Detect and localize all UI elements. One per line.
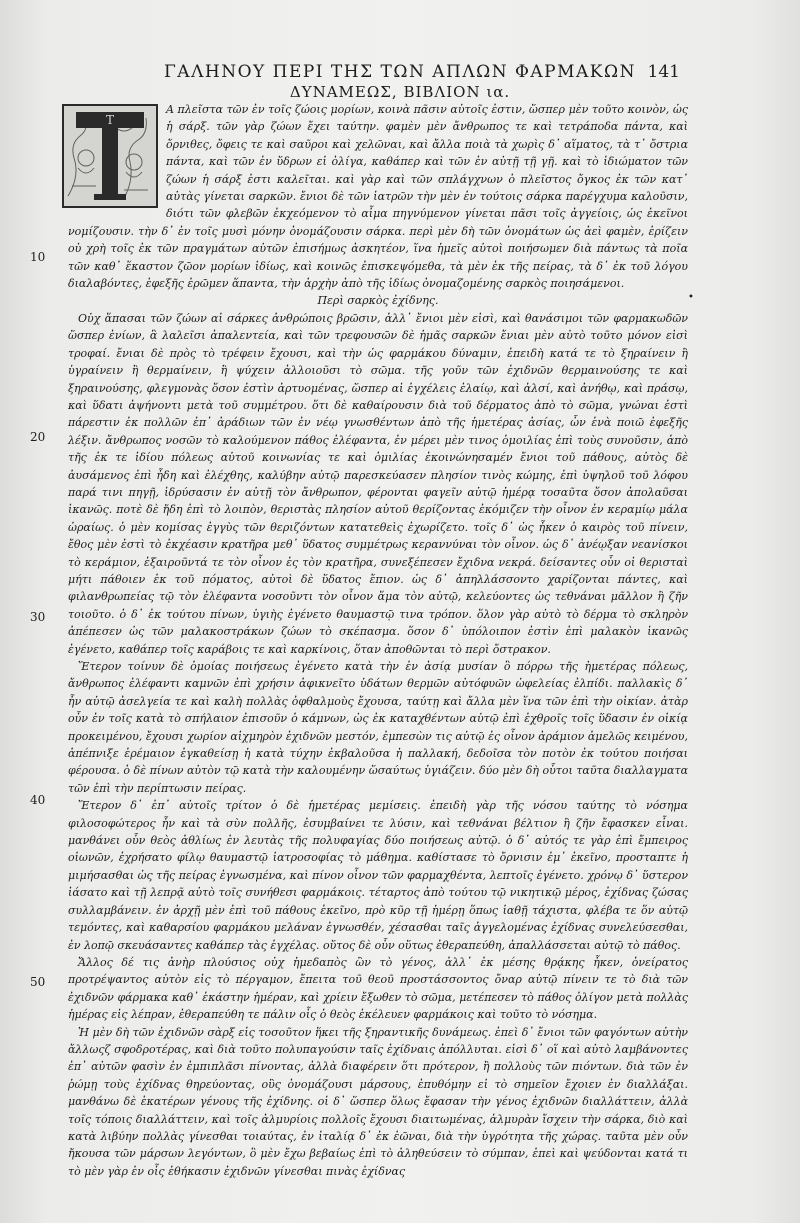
line-number-30: 30 xyxy=(30,610,46,624)
running-head-title: ΓΑΛΗΝΟΥ ΠΕΡΙ ΤΗΣ ΤΩΝ ΑΠΛΩΝ ΦΑΡΜΑΚΩΝ xyxy=(164,62,636,82)
line-number-20: 20 xyxy=(30,430,46,444)
paragraph: Ἡ μὲν δὴ τῶν ἐχιδνῶν σὰρξ εἰς τοσοῦτον ἥκει τῆς ξηραντικῆς δυνάμεως. ἐπεὶ δ᾽ ἔνιοι τῶν φαγόντων αὐτὴν ἄλλωςζ σφοδροτέρας, καὶ διὰ τοῦτο πολυπαγούσιν ταῖς ἐχίδναις ἀπόλλυται. εἰσὶ δ᾽ οἵ καὶ αὐτὸ λαμβάνοντες ἐπ᾽ αὐτῶν φασὶν ἐν ἐμπιπλᾶσι πίνοντας, ἀλλὰ διαφέρειν ὅτι πρότερον, ἢ πολλοὺς τῶν πιόντων. διὰ τῶν ἐν ῥώμῃ τοὺς ἐχίδνας θηρεύοντας, οὓς ὀνομάζουσι μάρσους, ἐπυθόμην εἰ τὸ σημεῖον ἔχοιεν ἐν διαλλάξαι. μανθάνω δὲ ἑκατέρων γένους τῆς ἐχίδνης. οἱ δ᾽ ὥσπερ ὅλως ἔφασαν τὴν γένος ἐχιδνῶν διαλλάττειν, ἀλλὰ τοῖς τόποις διαλλάττειν, καὶ τοῖς ἀλμυρίοις πολλοῖς ἔχουσι διαιτωμένας, ἁλμυρὰν ἴσχειν τὴν σάρκα, διὸ καὶ κατὰ λιβύην πολλὰς γίνεσθαι τοιαύτας, ἐν ἰταλίᾳ δ᾽ ἐκ ἐῶναι, διὰ τὴν ὑγρότητα τῆς χώρας. ταῦτα μὲν οὖν ἤκουσα τῶν μάρσων λεγόντων, ὃ μὲν ἔχω βεβαίως ἐπὶ τὸ ἀληθεύσειν τὸ σύμπαν, ἐπεὶ καὶ ψεύδονται κατά τι τὸ μὲν γὰρ ἐν οἷς ἐθήκασιν ἐχιδνῶν γίνεσθαι πινὰς ἐχίδνας xyxy=(68,1025,688,1178)
line-number-40: 40 xyxy=(30,793,46,807)
page-number: 141 xyxy=(647,62,680,82)
paragraph: Ἕτερον δ᾽ ἐπ᾽ αὐτοῖς τρίτον ὁ δὲ ἡμετέρας μεμίσεις. ἐπειδὴ γὰρ τῆς νόσου ταύτης τὸ νόσημα φιλοσοφώτερος ἦν καὶ τὰ σὺν πολλῆς, ἐσυμβαίνει τε λύσιν, καὶ τεθνάναι βέλτιον ἢ ζῆν ἔφασκεν εἶναι. μανθάνει οὖν θεὸς ἀθλίως ἐν λευτὰς τῆς πολυφαγίας δύο ποιήσεως αὐτῷ. ὁ δ᾽ αὐτός τε γὰρ ἐπὶ ἔμπειρος οἰωνῶν, ἐχρήσατο φίλῳ θαυμαστῷ ἰατροσοφίας τὸ μάθημα. καθίστασε τὸ ὄρνισιν ἐμ᾽ ἐκεῖνο, προσταπτε ἡ μιμήσασθαι ὡς τῆς πείρας ἐγνωσμένα, καὶ πίνον οἶνον τῶν φαρμαχθέντα, λεπτοῖς ἐγένετο. χρόνῳ δ᾽ ὕστερον ἰάσατο καὶ τῇ λεπρᾷ αὐτὸ τοῖς συνήθεσι φαρμάκοις. τέταρτος ἀπὸ τούτου τῷ νικητικῷ μέρος, ἐχίδνας ζώσας συλλαμβάνειν. ἐν ἀρχῇ μὲν ἐπὶ τοῦ πάθους ἐκεῖνο, πρὸ κῦρ τῇ ἡμέρῃ ὅπως ἰαθῇ τάχιστα, φλέβα τε ὅν αὐτῷ τεμόντες, καὶ καθαρσίου φαρμάκου μελάναν ἐγνωσθέν, χέσασθαι ταῖς ἀγγελομένας ἐχίδνας συνελεύσεσθαι, ἐν λοπῷ σκευάσαντες καθάπερ τὰς ἐγχέλας. οὕτος δὲ οὖν οὕτως ἐθεραπεύθη, ἀπαλλάσσεται αὐτῷ τὸ πάθος. xyxy=(68,799,688,952)
margin-mark: • xyxy=(688,292,694,303)
line-number-50: 50 xyxy=(30,975,46,989)
section-heading: Περὶ σαρκὸς ἐχίδνης. xyxy=(317,294,439,308)
paragraph: Ἕτερον τοίνυν δὲ ὁμοίας ποιήσεως ἐγένετο κατὰ τὴν ἐν ἀσίᾳ μυσίαν ὃ πόρρω τῆς ἡμετέρας πόλεως, ἄνθρωπος ἐλέφαντι καμνῶν ἐπὶ χρήσιν ἀφικνεῖτο ὑδάτων θερμῶν αὐτόφυῶν ὠφελείας ἐλπίδι. παλλακὶς δ᾽ ἦν αὐτῷ ἀσελγεία τε καὶ καλὴ πολλὰς ὀφθαλμοὺς ἔχουσα, ταύτῃ καὶ ἄλλα μὲν ἵνα τῶν ἐπὶ τὴν οἰκίαν. ἀτὰρ οὖν ἐν τοῖς κατὰ τὸ σπήλαιον ἐπισοῦν ὁ κάμνων, ὡς ἐκ καταχθέντων αὐτῷ ἐπὶ ἐχθροῖς τοῖς ὕδασιν ἐν οἰκίᾳ προκειμένου, ἔχουσι χωρίον αἰχμηρὸν ἐχιδνῶν μεστόν, ἐμπεσὼν τις αὐτῷ ἐς οἶνον ἀράμιον ἀμελῶς κειμένου, ἀπέπνιξε ἐρέμαιον ἐγκαθείσῃ ἡ κατὰ τύχην ἐκβαλοῦσα ἡ παλλακή, δεδοῖσα τὸν ποτὸν ἐκ τούτου ποιήσαι φέρουσα. ὁ δὲ πίνων αὐτὸν τῷ κατὰ τὴν καλουμένην ὥσαύτως ὑγιάζειν. δύο μὲν δὴ οὗτοι ταῦτα διαλλαγματα τῶν ἐπὶ τὴν περίπτωσιν πείρας. xyxy=(68,660,688,795)
paragraph: Ἄλλος δέ τις ἀνὴρ πλούσιος οὐχ ἡμεδαπὸς ὢν τὸ γένος, ἀλλ᾽ ἐκ μέσης θρᾴκης ἧκεν, ὀνείρατος προτρέψαντος αὐτὸν εἰς τὸ πέργαμον, ἔπειτα τοῦ θεοῦ προστάσσοντος ὄναρ αὐτῷ πίνειν τε τὸ διὰ τῶν ἐχιδνῶν φάρμακα καθ᾽ ἑκάστην ἡμέραν, καὶ χρίειν ἔξωθεν τὸ σῶμα, μετέπεσεν τὸ πάθος ὀλίγον μετὰ πολλὰς ἡμέρας εἰς λέπραν, ἐθεραπεύθη τε πάλιν οἷς ὁ θεὸς ἐκέλευεν φαρμάκοις καὶ τοῦτο τὸ νόσημα. xyxy=(68,955,688,1022)
paragraph: Οὐχ ἅπασαι τῶν ζώων αἱ σάρκες ἀνθρώποις βρῶσιν, ἀλλ᾽ ἔνιοι μὲν εἰσὶ, καὶ θανάσιμοι τῶν φαρμακωδῶν ὥσπερ ἐνίων, ἃ λαλεῖσι ἀπαλεντεία, καὶ τῶν τρεφουσῶν δὲ ἡμᾶς σαρκῶν ἔνιαι μὲν αὐτὸ τοῦτο μόνον εἰσὶ τροφαί. ἔνιαι δὲ πρὸς τὸ τρέφειν ἔχουσι, καὶ τὴν ὡς φαρμάκου δύναμιν, ἐπειδὴ κατά τε τὸ ξηραίνειν ἢ ὑγραίνειν ἢ θερμαίνειν, ἢ ψύχειν ἀλλοιοῦσι τὸ σῶμα. τῆς γοῦν τῶν ἐχιδνῶν θερμαινούσης τε καὶ ξηραινούσης, φλεγμονὰς ὅσον ἐστὶν ἀρτυομένας, ὥσπερ αἱ ἐγχέλεις ἐλαίῳ, καὶ ἁλσί, καὶ ἀνήθῳ, καὶ πράσῳ, καὶ ὕδατι ἀψήνοντι μετὰ τοῦ συμμέτρου. ὅτι δὲ καθαίρουσιν διὰ τοῦ δέρματος ἀπὸ τὸ σῶμα, γνώναι ἐστὶ πάρεστιν ἐκ πολλῶν ἐπ᾽ ἀράδιων τῶν ἐν νέῳ γνωσθέντων ἀπὸ τῆς ἡμετέρας ἀσίας, ὧν ἑνὰ ποιῶ ἐφεξῆς λέξιν. ἄνθρωπος νοσῶν τὸ καλούμενον πάθος ἐλέφαντα, ἐν μέρει μὲν τινος ὁμοιλίας ἐπὶ τοὺς συνοῦσιν, ἀπὸ τῆς ἐκ τε ἰδίου πόλεως αὐτοῦ κοινωνίας τε καὶ ὁμιλίας ἐκοινώνησαμέν ἔνιοι τοῦ πάθους, αὐτὸς δὲ ἀυσάμενος ἐπὶ ἦδη καὶ ἐλέχθης, καλύβην αὐτῷ παρεσκεύασεν πλησίον τινὸς κώμης, ἐπὶ ὑψηλοῦ τοῦ λόφου παρά τινι πηγῇ, ἱδρύσασιν ἐν αὐτῇ τὸν ἄνθρωπον, φέρονται φαγεῖν αὐτῷ ἡμέρᾳ τοσαῦτα ὅσον ἀπολαῦσαι ἱκανῶς. ποτὲ δὲ ἤδη ἐπὶ τὸ λοιπὸν, θεριστὰς πλησίον αὐτοῦ θερίζοντας ἐκόμιζεν τὴν οἶνον ἐν κεραμίῳ μάλα ὡραίως. ὁ μὲν κομίσας ἐγγὺς τῶν θεριζόντων κατατεθεὶς ἐχωρίζετο. τοῖς δ᾽ ὡς ἦκεν ὁ καιρὸς τοῦ πίνειν, ἔθος μὲν ἐστὶ τὸ ἐκχέασιν κρατῆρα μεθ᾽ ὕδατος συμμέτρως κεραννύναι τὸν οἶνον. ὡς δ᾽ ἀνέῳξαν νεανίσκοι τὸ κεράμιον, ἐξαιροῦντά τε τὸν οἶνον ἐς τὸν κρατῆρα, συνεξέπεσεν ἔχιδνα νεκρά. δείσαντες οὖν οἱ θερισταὶ μήτι πάθοιεν ἐκ τοῦ πόματος, αὐτοὶ δὲ ὕδατος ἔπιον. ὡς δ᾽ ἀπηλλάσσοντο χαρίζονται πάντες, καὶ φιλανθρωπείας τῷ τὸν ἐλέφαντα νοσοῦντι τὸν οἶνον ἅμα τὸν αὐτῷ, κελεύοντες ὡς τεθνάναι μᾶλλον ἢ ζῆν τοιοῦτο. ὁ δ᾽ ἐκ τούτου πίνων, ὑγιὴς ἐγένετο θαυμαστῷ τινα τρόπον. ὅλον γὰρ αὐτὸ τὸ δέρμα τὸ σκληρὸν ἀπέπεσεν ὡς τῶν μαλακοστράκων ζώων τὸ σκέπασμα. ὅσον δ᾽ ὑπόλοιπον ἐστὶν ἐπὶ μαλακὸν ἱκανῶς ἐγένετο, καθάπερ τοῖς καράβοις τε καὶ καρκίνοις, ὅταν ἀποθῶνται τὸ περὶ ὄστρακον. xyxy=(68,311,688,656)
initial-space xyxy=(68,101,166,211)
line-number-10: 10 xyxy=(30,250,46,264)
paragraph-intro: Α πλεῖστα τῶν ἐν τοῖς ζώοις μορίων, κοινὰ πᾶσιν αὐτοῖς ἐστιν, ὥσπερ μὲν τοῦτο κοινὸν, ὡς ἡ σάρξ. τῶν γὰρ ζώων ἔχει ταύτην. φαμὲν μὲν ἄνθρωπος τε καὶ τετράποδα πάντα, καὶ ὄρνιθες, ὄφεις τε καὶ σαῦροι καὶ χελῶναι, καὶ ἄλλα ποιὰ τὰ χωρὶς δ᾽ αἵματος, τὰ τ᾽ ὄστρια πάντα, καὶ τῶν ἐν ὕδρων εἰ ὀλίγα, καθάπερ καὶ τῶν ἐν αὐτῇ τῇ γῇ. καὶ τὸ ἰδιώματον τῶν ζώων ἡ σάρξ ἐστι καλεῖται. καὶ γὰρ καὶ τῶν σπλάγχνων ὁ πλεῖστος ὄγκος ἐκ τῶν κατ᾽ αὐτὰς γίνεται σαρκῶν. ἔνιοι δὲ τῶν ἰατρῶν τὴν μὲν ἐν τούτοις σάρκα παρέγχυμα καλοῦσιν, διότι τῶν φλεβῶν ἐκχεόμενον τὸ αἷμα πηγνύμενον γίνεται πᾶσι τοῖς ἀγγείοις, ὡς ἐκεῖνοι νομίζουσιν. τὴν δ᾽ ἐν τοῖς μυσὶ μόνην ὀνομάζουσιν σάρκα. περὶ μὲν δὴ τῶν ὀνομάτων ὡς ἀεὶ φαμὲν, ἐρίζειν οὐ χρὴ τοῖς ἐκ τῶν πραγμάτων αὐτῶν ἐπισήμως ἀσκητέον, ἵνα ἡμεῖς αὐτοὶ ποιήσωμεν διὰ πάντως τὰ ποῖα τῶν καθ᾽ ἕκαστον ζῶον μορίων ἰδίως, καὶ κοινῶς ἐπισκεψόμεθα, τὰ μὲν ἐκ τῆς πείρας, τὰ δ᾽ ἐκ τοῦ λόγου διαλαβόντες, ἐφεξῆς ἐρῶμεν ἅπαντα, τὴν ἀρχὴν ἀπὸ τῆς ἰδίως ὀνομαζομένης σαρκὸς ποιησάμενοι. xyxy=(68,103,688,291)
initial-letter: T xyxy=(105,113,115,127)
running-head-subtitle: ΔΥΝΑΜΕΩΣ, ΒΙΒΛΙΟΝ ια. xyxy=(289,83,511,101)
body-text xyxy=(68,101,688,1180)
running-head xyxy=(140,62,660,102)
